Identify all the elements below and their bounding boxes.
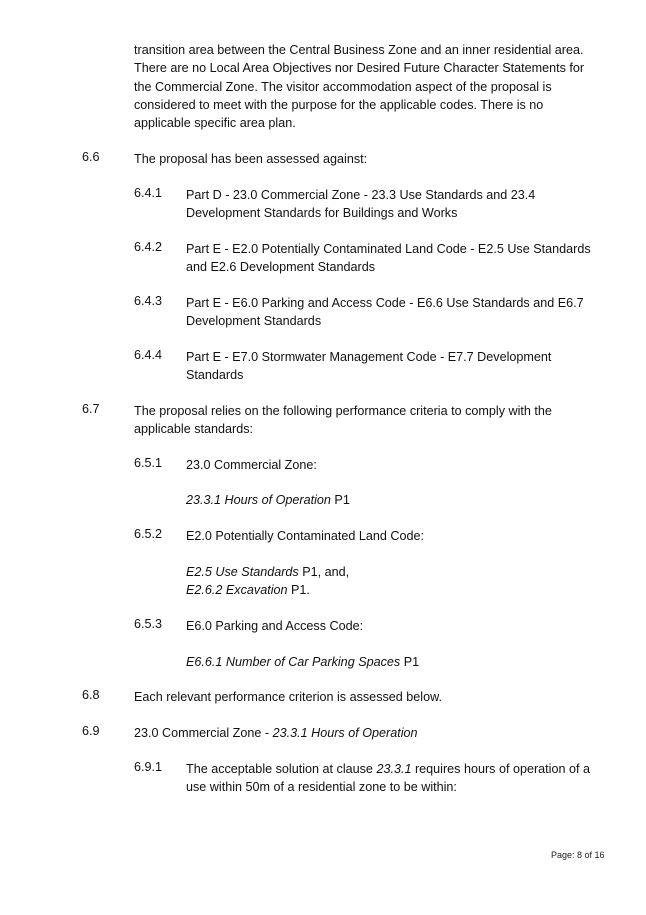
section-number: 6.7 [82, 402, 100, 416]
criterion-reference [186, 563, 349, 600]
item-text [186, 348, 600, 385]
criterion-label: P1. [287, 583, 310, 598]
section-text: Each relevant performance criterion is assessed below. [134, 690, 442, 704]
section-heading [134, 724, 418, 742]
section-text: The proposal has been assessed against: [134, 152, 368, 166]
clause-reference: 23.3.1 Hours of Operation [186, 493, 331, 507]
text-line: applicable specific area plan. [134, 116, 296, 131]
text-line: considered to meet with the purpose for the applicable codes. There is no [134, 97, 544, 112]
item-number: 6.5.1 [134, 456, 163, 470]
page-number: Page: 8 of 16 [551, 850, 605, 860]
text-line: There are no Local Area Objectives nor Desired Future Character Statements for [134, 61, 585, 76]
item-text [186, 186, 600, 223]
criterion-reference [186, 491, 350, 509]
item-number: 6.5.2 [134, 527, 163, 541]
text-line: Part D - 23.0 Commercial Zone - 23.3 Use Standards and 23.4 [186, 188, 536, 202]
heading-text: 23.0 Commercial Zone - [134, 726, 273, 740]
clause-reference: E6.6.1 Number of Car Parking Spaces [186, 655, 401, 669]
item-number: 6.9.1 [134, 760, 163, 774]
text-line: Development Standards for Buildings and Works [186, 206, 458, 221]
criterion-label: P1, and, [298, 565, 350, 579]
text-line: use within 50m of a residential zone to be within: [186, 780, 457, 795]
item-number: 6.5.3 [134, 617, 163, 631]
text-line: Part E - E2.0 Potentially Contaminated Land Code - E2.5 Use Standards [186, 242, 591, 256]
text-line: the Commercial Zone. The visitor accommodation aspect of the proposal is [134, 79, 552, 94]
section-number: 6.6 [82, 150, 100, 164]
criterion-label: P1 [400, 655, 420, 669]
criterion-label: P1 [330, 493, 350, 507]
clause-reference: 23.3.1 [376, 762, 412, 776]
item-title: 23.0 Commercial Zone: [186, 458, 317, 472]
intro-paragraph [134, 41, 600, 132]
clause-reference: E2.5 Use Standards [186, 565, 299, 579]
clause-reference: 23.3.1 Hours of Operation [272, 726, 418, 740]
text-line: Development Standards [186, 314, 322, 329]
clause-reference: E2.6.2 Excavation [186, 583, 288, 598]
text-line: transition area between the Central Business Zone and an inner residential area. [134, 43, 584, 57]
item-title: E2.0 Potentially Contaminated Land Code: [186, 529, 425, 543]
item-text [186, 240, 600, 277]
item-text [186, 760, 600, 797]
item-number: 6.4.3 [134, 294, 163, 308]
item-number: 6.4.1 [134, 186, 163, 200]
section-text [134, 402, 600, 439]
text-line: Part E - E6.0 Parking and Access Code - E6.6 Use Standards and E6.7 [186, 296, 584, 310]
item-text [186, 294, 600, 331]
text-fragment: requires hours of operation of a [411, 762, 590, 776]
text-line: applicable standards: [134, 422, 254, 437]
text-line: The proposal relies on the following performance criteria to comply with the [134, 404, 552, 418]
text-fragment: The acceptable solution at clause [186, 762, 377, 776]
criterion-reference [186, 653, 419, 671]
text-line: Standards [186, 368, 244, 383]
item-number: 6.4.4 [134, 348, 163, 362]
section-number: 6.8 [82, 688, 100, 702]
text-line: Part E - E7.0 Stormwater Management Code - E7.7 Development [186, 350, 552, 364]
section-number: 6.9 [82, 724, 100, 738]
item-number: 6.4.2 [134, 240, 163, 254]
text-line: and E2.6 Development Standards [186, 260, 376, 275]
item-title: E6.0 Parking and Access Code: [186, 619, 364, 633]
